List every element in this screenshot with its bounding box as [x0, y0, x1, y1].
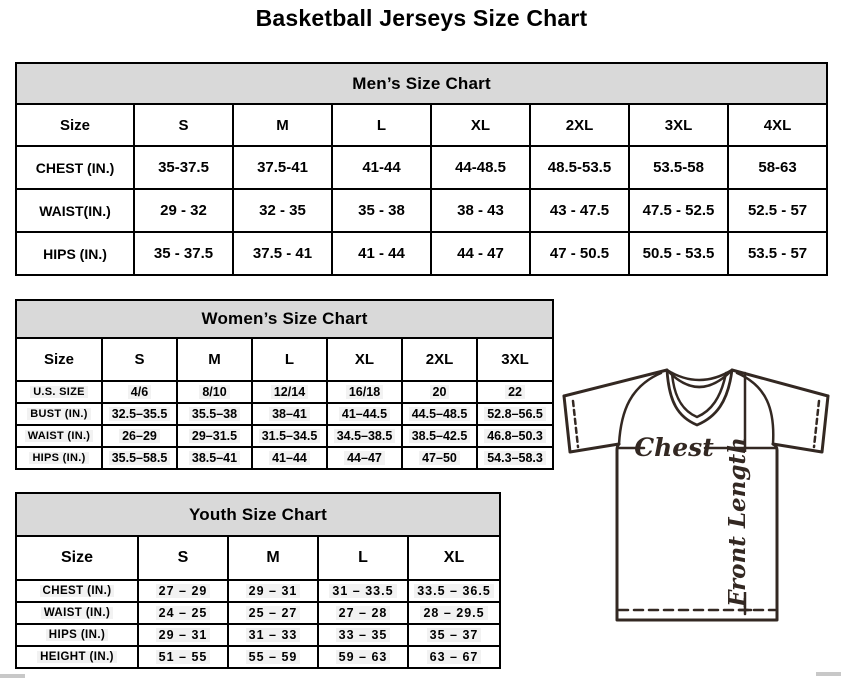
- size-value: 8/10: [199, 385, 229, 399]
- value-cell: [177, 403, 252, 425]
- table-row: [16, 602, 500, 624]
- size-value: 29 – 31: [156, 628, 211, 642]
- size-value: 16/18: [346, 385, 383, 399]
- value-cell: [477, 403, 553, 425]
- size-value: 51 – 55: [156, 650, 211, 664]
- value-cell: [327, 425, 402, 447]
- row-label: HIPS (IN.): [29, 452, 88, 464]
- value-cell: [402, 403, 477, 425]
- value-cell: [327, 381, 402, 403]
- mens-column-header: 2XL: [530, 104, 629, 146]
- value-cell: [138, 602, 228, 624]
- size-value: 54.3–58.3: [484, 451, 546, 465]
- size-value: 41 - 44: [332, 232, 431, 275]
- jersey-measurement-diagram: [556, 360, 836, 625]
- value-cell: [477, 425, 553, 447]
- size-value: 31 – 33.5: [329, 584, 396, 598]
- table-row: [16, 146, 827, 189]
- youth-table-title: Youth Size Chart: [16, 493, 500, 536]
- row-label: WAIST (IN.): [41, 607, 113, 619]
- size-value: 25 – 27: [246, 606, 301, 620]
- size-value: 4/6: [128, 385, 151, 399]
- value-cell: [228, 624, 318, 646]
- front-length-label: Front Length: [724, 437, 751, 607]
- womens-column-header: L: [252, 338, 327, 381]
- row-label: CHEST (IN.): [16, 146, 134, 189]
- size-value: 63 – 67: [427, 650, 482, 664]
- row-label-cell: [16, 602, 138, 624]
- size-value: 35-37.5: [134, 146, 233, 189]
- mens-column-header: M: [233, 104, 332, 146]
- size-value: 12/14: [271, 385, 308, 399]
- value-cell: [138, 624, 228, 646]
- size-value: 41–44: [269, 451, 310, 465]
- value-cell: [327, 447, 402, 469]
- row-label: HIPS (IN.): [16, 232, 134, 275]
- size-value: 38 - 43: [431, 189, 530, 232]
- size-value: 52.5 - 57: [728, 189, 827, 232]
- row-label: HIPS (IN.): [46, 629, 108, 641]
- value-cell: [138, 646, 228, 668]
- size-value: 35 – 37: [427, 628, 482, 642]
- value-cell: [102, 403, 177, 425]
- size-value: 27 – 29: [156, 584, 211, 598]
- table-row: [16, 624, 500, 646]
- page-title: Basketball Jerseys Size Chart: [255, 5, 588, 31]
- size-value: 35 - 37.5: [134, 232, 233, 275]
- size-value: 31 – 33: [246, 628, 301, 642]
- size-value: 34.5–38.5: [334, 429, 396, 443]
- value-cell: [318, 580, 408, 602]
- value-cell: [402, 381, 477, 403]
- size-value: 44-48.5: [431, 146, 530, 189]
- value-cell: [102, 447, 177, 469]
- youth-column-header: S: [138, 536, 228, 580]
- row-label-cell: [16, 447, 102, 469]
- value-cell: [318, 646, 408, 668]
- womens-column-header: 3XL: [477, 338, 553, 381]
- mens-column-header: XL: [431, 104, 530, 146]
- size-value: 35.5–38: [189, 407, 240, 421]
- size-value: 35 - 38: [332, 189, 431, 232]
- value-cell: [402, 425, 477, 447]
- mens-column-header: 4XL: [728, 104, 827, 146]
- horizontal-scrollbar-fragment-left[interactable]: [0, 674, 25, 678]
- size-value: 29 – 31: [246, 584, 301, 598]
- size-value: 38–41: [269, 407, 310, 421]
- size-value: 50.5 - 53.5: [629, 232, 728, 275]
- row-label: HEIGHT (IN.): [37, 651, 117, 663]
- jersey-shoulder-left: [564, 370, 667, 396]
- size-value: 33 – 35: [336, 628, 391, 642]
- size-value: 43 - 47.5: [530, 189, 629, 232]
- value-cell: [408, 580, 500, 602]
- youth-column-header: L: [318, 536, 408, 580]
- size-value: 55 – 59: [246, 650, 301, 664]
- size-value: 29–31.5: [189, 429, 240, 443]
- size-value: 41-44: [332, 146, 431, 189]
- value-cell: [408, 646, 500, 668]
- value-cell: [408, 624, 500, 646]
- size-value: 52.8–56.5: [484, 407, 546, 421]
- value-cell: [228, 602, 318, 624]
- table-row: [16, 381, 553, 403]
- youth-column-header: XL: [408, 536, 500, 580]
- size-value: 28 – 29.5: [420, 606, 487, 620]
- value-cell: [102, 425, 177, 447]
- table-row: [16, 189, 827, 232]
- chest-label: Chest: [634, 433, 714, 462]
- value-cell: [252, 381, 327, 403]
- row-label-cell: [16, 580, 138, 602]
- value-cell: [252, 447, 327, 469]
- size-value: 27 – 28: [336, 606, 391, 620]
- row-label-cell: [16, 381, 102, 403]
- size-value: 59 – 63: [336, 650, 391, 664]
- row-label: WAIST(IN.): [16, 189, 134, 232]
- size-value: 20: [430, 385, 450, 399]
- value-cell: [138, 580, 228, 602]
- row-label: WAIST (IN.): [25, 430, 94, 442]
- value-cell: [252, 403, 327, 425]
- row-label-cell: [16, 646, 138, 668]
- table-row: [16, 447, 553, 469]
- value-cell: [252, 425, 327, 447]
- size-value: 44.5–48.5: [409, 407, 471, 421]
- size-value: 31.5–34.5: [259, 429, 321, 443]
- value-cell: [318, 602, 408, 624]
- size-value: 47.5 - 52.5: [629, 189, 728, 232]
- size-value: 38.5–42.5: [409, 429, 471, 443]
- size-value: 46.8–50.3: [484, 429, 546, 443]
- size-value: 33.5 – 36.5: [414, 584, 494, 598]
- row-label: CHEST (IN.): [40, 585, 115, 597]
- value-cell: [177, 447, 252, 469]
- jersey-seam-right: [737, 373, 773, 444]
- size-value: 37.5-41: [233, 146, 332, 189]
- row-label-cell: [16, 403, 102, 425]
- mens-size-table: [15, 62, 828, 276]
- womens-column-header: Size: [16, 338, 102, 381]
- size-value: 47–50: [419, 451, 460, 465]
- row-label-cell: [16, 425, 102, 447]
- size-value: 24 – 25: [156, 606, 211, 620]
- value-cell: [177, 425, 252, 447]
- size-value: 53.5 - 57: [728, 232, 827, 275]
- value-cell: [318, 624, 408, 646]
- value-cell: [408, 602, 500, 624]
- mens-column-header: Size: [16, 104, 134, 146]
- youth-size-table: [15, 492, 501, 669]
- size-value: 41–44.5: [339, 407, 390, 421]
- value-cell: [477, 381, 553, 403]
- size-value: 44–47: [344, 451, 385, 465]
- table-row: [16, 232, 827, 275]
- size-value: 53.5-58: [629, 146, 728, 189]
- size-value: 29 - 32: [134, 189, 233, 232]
- jersey-cuff-dash-right: [814, 401, 819, 447]
- womens-table-title: Women’s Size Chart: [16, 300, 553, 338]
- size-value: 32 - 35: [233, 189, 332, 232]
- womens-column-header: XL: [327, 338, 402, 381]
- size-value: 58-63: [728, 146, 827, 189]
- row-label: U.S. SIZE: [30, 386, 88, 398]
- horizontal-scrollbar-fragment-right[interactable]: [816, 672, 841, 676]
- value-cell: [402, 447, 477, 469]
- value-cell: [102, 381, 177, 403]
- value-cell: [177, 381, 252, 403]
- youth-column-header: M: [228, 536, 318, 580]
- womens-column-header: M: [177, 338, 252, 381]
- value-cell: [477, 447, 553, 469]
- youth-column-header: Size: [16, 536, 138, 580]
- mens-column-header: 3XL: [629, 104, 728, 146]
- size-value: 35.5–58.5: [109, 451, 171, 465]
- table-row: [16, 403, 553, 425]
- jersey-cuff-dash-left: [573, 401, 578, 447]
- table-row: [16, 425, 553, 447]
- size-value: 26–29: [119, 429, 160, 443]
- value-cell: [228, 646, 318, 668]
- table-row: [16, 646, 500, 668]
- jersey-shoulder-right: [732, 370, 828, 396]
- size-value: 48.5-53.5: [530, 146, 629, 189]
- row-label-cell: [16, 624, 138, 646]
- size-value: 47 - 50.5: [530, 232, 629, 275]
- mens-table-title: Men’s Size Chart: [16, 63, 827, 104]
- row-label: BUST (IN.): [27, 408, 90, 420]
- value-cell: [327, 403, 402, 425]
- size-value: 44 - 47: [431, 232, 530, 275]
- size-value: 37.5 - 41: [233, 232, 332, 275]
- mens-column-header: L: [332, 104, 431, 146]
- womens-size-table: [15, 299, 554, 470]
- womens-column-header: S: [102, 338, 177, 381]
- womens-column-header: 2XL: [402, 338, 477, 381]
- size-value: 38.5–41: [189, 451, 240, 465]
- value-cell: [228, 580, 318, 602]
- size-value: 32.5–35.5: [109, 407, 171, 421]
- mens-column-header: S: [134, 104, 233, 146]
- table-row: [16, 580, 500, 602]
- size-value: 22: [505, 385, 525, 399]
